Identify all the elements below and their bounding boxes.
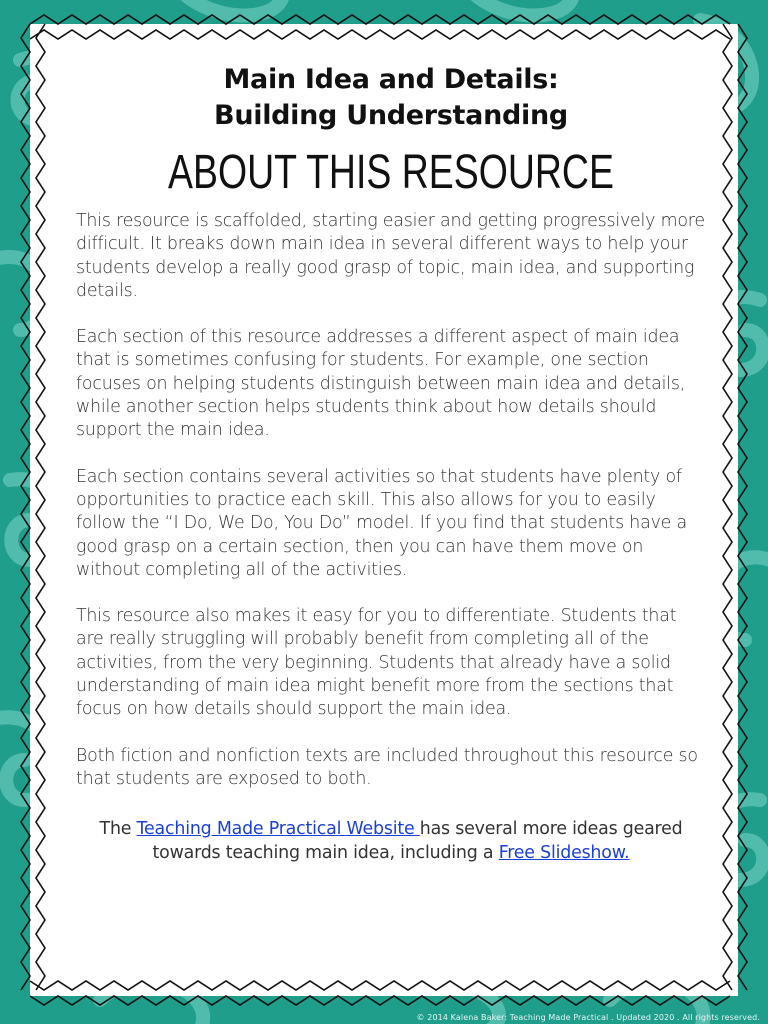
document-title: [76, 62, 706, 134]
paragraph-3: Each section contains several activities so that students have plenty of opportunities to practice each skill. This also allows for you to easily follow the “I Do, We Do, You Do” model. If you find that students have a good grasp on a certain section, then you can have them move on without completing all of the activities.: [76, 466, 687, 580]
copyright-footer: © 2014 Kalena Baker: Teaching Made Practical . Updated 2020 . All rights reserved.: [416, 1013, 760, 1022]
closing-prefix: The: [99, 819, 137, 840]
website-link[interactable]: Teaching Made Practical Website: [136, 819, 420, 840]
closing-middle: has several more ideas geared towards teaching main idea, including a: [152, 819, 683, 864]
paragraph-1: This resource is scaffolded, starting easier and getting progressively more difficult. It breaks down main idea in several different ways to help your students develop a really good grasp of topic, main idea, and supporting details.: [76, 211, 705, 301]
title-line-1: Main Idea and Details:: [223, 64, 559, 95]
document-content: [76, 62, 706, 865]
paragraph-5: Both fiction and nonfiction texts are included throughout this resource so that students are exposed to both.: [76, 745, 698, 789]
section-heading: ABOUT THIS RESOURCE: [168, 146, 614, 199]
free-slideshow-link[interactable]: Free Slideshow.: [498, 843, 630, 864]
title-line-2: Building Understanding: [214, 100, 568, 131]
paragraph-2: Each section of this resource addresses a different aspect of main idea that is sometimes confusing for students. For example, one section focuses on helping students distinguish between main idea and details, while another section helps students think about how details should support the main idea.: [76, 327, 686, 441]
paragraph-4: This resource also makes it easy for you to differentiate. Students that are really struggling will probably benefit from completing all of the activities, from the very beginning. Students that already have a solid understanding of main idea might benefit more from the sections that focus on how details should support the main idea.: [76, 606, 677, 720]
closing-line: [76, 817, 706, 865]
